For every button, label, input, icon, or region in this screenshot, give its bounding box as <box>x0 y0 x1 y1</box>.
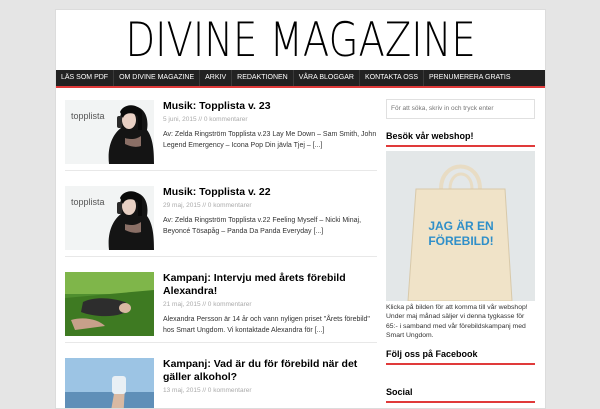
post-thumbnail[interactable] <box>65 272 154 336</box>
nav-item-about[interactable]: OM DIVINE MAGAZINE <box>114 70 200 86</box>
site-header <box>56 10 545 71</box>
post-excerpt: Av: Zelda Ringström Topplista v.22 Feeling Myself – Nicki Minaj, Beyoncé Tösapåg – Panda Da Panda Everyday [...] <box>163 217 362 235</box>
bag-slogan: JAG ÄR EN FÖREBILD! <box>428 218 494 248</box>
list-item <box>65 269 377 343</box>
webshop-text: Klicka på bilden för att komma till vår webshop! Under maj månad säljer vi denna tygkasse för 65:- i samband med vår förebildskampanj med Smart Ungdom. <box>386 303 528 339</box>
search-input[interactable] <box>386 99 535 119</box>
nav-item-contact[interactable]: KONTAKTA OSS <box>360 70 424 86</box>
post-thumbnail[interactable] <box>65 358 154 409</box>
sidebar <box>386 97 535 403</box>
webshop-image[interactable] <box>386 151 535 301</box>
facebook-title: Följ oss på Facebook <box>386 349 535 365</box>
thumb-caption: topplista <box>71 111 105 121</box>
post-meta: 21 maj, 2015 // 0 kommentarer <box>163 301 252 308</box>
main-nav <box>56 70 545 88</box>
nav-item-blogs[interactable]: VÅRA BLOGGAR <box>294 70 360 86</box>
post-list <box>65 97 377 409</box>
thumb-caption: topplista <box>71 197 105 207</box>
post-title[interactable]: Kampanj: Vad är du för förebild när det gäller alkohol? <box>163 358 358 383</box>
post-excerpt: Av: Zelda Ringström Topplista v.23 Lay Me Down – Sam Smith, John Legend Emergency – Icona Pop Din jävla Tjej – [...] <box>163 131 377 149</box>
post-excerpt: Alexandra Persson är 14 år och vann nyligen priset "Årets förebild" hos Smart Ungdom. Vi kontaktade Alexandra för [...] <box>163 316 370 334</box>
post-meta: 13 maj, 2015 // 0 kommentarer <box>163 387 252 394</box>
post-title[interactable]: Musik: Topplista v. 22 <box>163 186 271 198</box>
nav-item-editorial[interactable]: REDAKTIONEN <box>232 70 294 86</box>
post-meta: 5 juni, 2015 // 0 kommentarer <box>163 116 248 123</box>
post-thumbnail[interactable] <box>65 186 154 250</box>
post-meta: 29 maj, 2015 // 0 kommentarer <box>163 202 252 209</box>
nav-item-archive[interactable]: ARKIV <box>200 70 232 86</box>
webshop-title: Besök vår webshop! <box>386 131 535 147</box>
post-title[interactable]: Musik: Topplista v. 23 <box>163 100 271 112</box>
nav-item-pdf[interactable]: LÄS SOM PDF <box>56 70 114 86</box>
post-thumbnail[interactable] <box>65 100 154 164</box>
social-title: Social <box>386 387 535 403</box>
nav-item-subscribe[interactable]: PRENUMERERA GRATIS <box>429 74 511 81</box>
site-logo[interactable]: DIVINE MAGAZINE <box>125 13 476 68</box>
list-item <box>65 355 377 409</box>
post-title[interactable]: Kampanj: Intervju med årets förebild Alexandra! <box>163 272 346 297</box>
list-item <box>65 97 377 171</box>
list-item <box>65 183 377 257</box>
page <box>55 9 546 409</box>
